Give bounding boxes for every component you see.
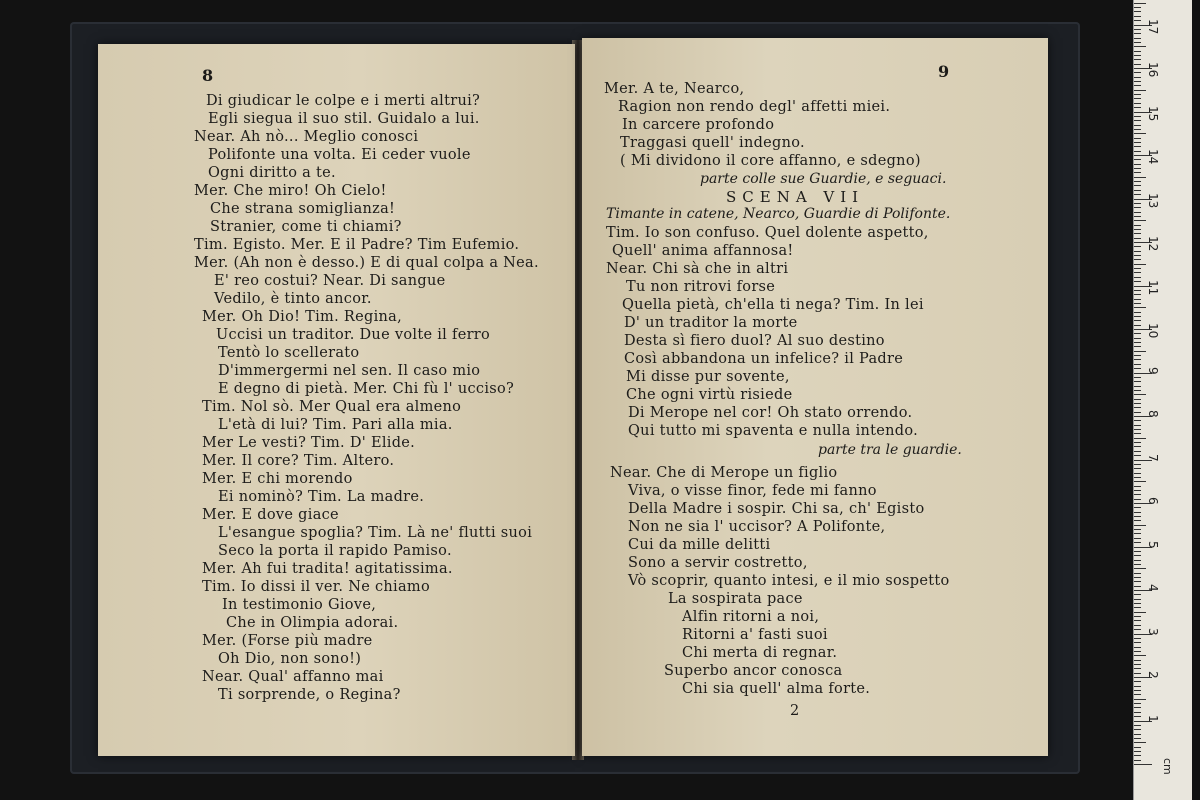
ruler-tick <box>1134 699 1146 700</box>
ruler-unit: cm <box>1161 758 1174 775</box>
ruler-tick <box>1134 738 1141 739</box>
ruler-tick <box>1134 573 1141 574</box>
ruler-tick <box>1134 251 1141 252</box>
text-line: Traggasi quell' indegno. <box>620 135 805 151</box>
text-line: Che in Olimpia adorai. <box>226 615 399 631</box>
ruler-tick <box>1134 516 1141 517</box>
ruler-tick <box>1134 533 1141 534</box>
ruler-tick <box>1134 355 1141 356</box>
ruler-tick <box>1134 277 1141 278</box>
ruler-tick <box>1134 107 1141 108</box>
text-line: In testimonio Giove, <box>222 597 377 613</box>
text-line: Mer Le vesti? Tim. D' Elide. <box>202 435 416 451</box>
ruler-tick <box>1134 760 1141 761</box>
ruler-tick <box>1134 164 1141 165</box>
page-number: 9 <box>938 62 950 81</box>
ruler-tick <box>1134 394 1146 395</box>
text-line: Di giudicar le colpe e i merti altrui? <box>206 93 481 109</box>
text-line: Stranier, come ti chiami? <box>210 219 402 235</box>
ruler-number: 2 <box>1146 671 1160 679</box>
text-line: Ogni diritto a te. <box>208 165 336 181</box>
text-line: Ti sorprende, o Regina? <box>218 687 401 703</box>
text-line: Chi sia quell' alma forte. <box>682 681 871 697</box>
ruler-number: 11 <box>1146 279 1160 295</box>
text-line: Polifonte una volta. Ei ceder vuole <box>208 147 471 163</box>
ruler-tick <box>1134 612 1146 613</box>
ruler-tick <box>1134 542 1141 543</box>
ruler-tick <box>1134 255 1141 256</box>
ruler-tick <box>1134 3 1146 4</box>
ruler-tick <box>1134 694 1141 695</box>
ruler-tick <box>1134 433 1141 434</box>
ruler-tick <box>1134 16 1141 17</box>
ruler-tick <box>1134 425 1141 426</box>
text-line: Di Merope nel cor! Oh stato orrendo. <box>628 405 913 421</box>
ruler-tick <box>1134 712 1141 713</box>
text-line: Near. Qual' affanno mai <box>202 669 384 685</box>
text-line: L'età di lui? Tim. Pari alla mia. <box>218 417 453 433</box>
text-line: Quell' anima affannosa! <box>612 243 794 259</box>
ruler-tick <box>1134 77 1141 78</box>
ruler-tick <box>1134 59 1141 60</box>
ruler-number: 7 <box>1146 453 1160 462</box>
ruler-tick <box>1134 281 1141 282</box>
ruler-tick <box>1134 51 1141 52</box>
text-line: Tim. Egisto. Mer. E il Padre? Tim Eufemio. <box>194 237 520 253</box>
ruler-tick <box>1134 629 1141 630</box>
text-line: Qui tutto mi spaventa e nulla intendo. <box>628 423 919 439</box>
text-line: In carcere profondo <box>622 117 775 133</box>
ruler-tick <box>1134 586 1141 587</box>
ruler-tick <box>1134 442 1141 443</box>
ruler-tick <box>1134 494 1141 495</box>
text-line: L'esangue spoglia? Tim. Là ne' flutti suoi <box>218 525 533 541</box>
right-page <box>582 38 1048 756</box>
text-line: Tentò lo scellerato <box>218 345 360 361</box>
ruler-tick <box>1134 686 1141 687</box>
ruler-tick <box>1134 655 1146 656</box>
ruler-tick <box>1134 225 1141 226</box>
text-line: Mer. A te, Nearco, <box>604 81 745 97</box>
ruler-tick <box>1134 581 1141 582</box>
page-number: 8 <box>202 66 214 85</box>
ruler-tick <box>1134 103 1141 104</box>
text-line: Chi merta di regnar. <box>682 645 838 661</box>
ruler-number: 14 <box>1146 149 1160 165</box>
ruler-tick <box>1134 142 1141 143</box>
text-line: Vedilo, è tinto ancor. <box>214 291 372 307</box>
text-line: Mer. E chi morendo <box>202 471 353 487</box>
ruler-tick <box>1134 320 1141 321</box>
ruler-tick <box>1134 429 1141 430</box>
ruler-tick <box>1134 216 1141 217</box>
ruler-tick <box>1134 742 1146 743</box>
ruler-tick <box>1134 734 1141 735</box>
ruler-tick <box>1134 551 1141 552</box>
ruler-tick <box>1134 129 1141 130</box>
ruler-tick <box>1134 98 1141 99</box>
ruler-tick <box>1134 486 1141 487</box>
ruler-tick <box>1134 499 1141 500</box>
ruler-tick <box>1134 177 1146 178</box>
ruler-tick <box>1134 11 1141 12</box>
ruler-tick <box>1134 125 1141 126</box>
ruler-tick <box>1134 333 1141 334</box>
ruler-tick <box>1134 455 1141 456</box>
ruler-tick <box>1134 412 1141 413</box>
stage-direction: parte colle sue Guardie, e seguaci. <box>700 171 947 187</box>
ruler-tick <box>1134 168 1141 169</box>
ruler-tick <box>1134 146 1141 147</box>
ruler-tick <box>1134 229 1141 230</box>
ruler-tick <box>1134 403 1141 404</box>
text-line: Near. Ah nò... Meglio conosci <box>194 129 419 145</box>
ruler-tick <box>1134 259 1141 260</box>
text-line: Ragion non rendo degl' affetti miei. <box>618 99 891 115</box>
ruler-tick <box>1134 312 1141 313</box>
ruler-number: 3 <box>1146 627 1160 636</box>
text-line: Così abbandona un infelice? il Padre <box>624 351 904 367</box>
ruler-tick <box>1134 664 1141 665</box>
ruler-tick <box>1134 381 1141 382</box>
ruler-tick <box>1134 729 1141 730</box>
stage-direction: parte tra le guardie. <box>818 442 962 458</box>
ruler-tick <box>1134 464 1141 465</box>
text-line: Che ogni virtù risiede <box>626 387 793 403</box>
text-line: Quella pietà, ch'ella ti nega? Tim. In lei <box>622 297 924 313</box>
ruler-tick <box>1134 560 1141 561</box>
ruler-number: 1 <box>1146 714 1160 723</box>
text-line: D'immergermi nel sen. Il caso mio <box>218 363 481 379</box>
ruler-tick <box>1134 660 1141 661</box>
text-line: Ritorni a' fasti suoi <box>682 627 828 643</box>
ruler-tick <box>1134 451 1141 452</box>
text-line: ( Mi dividono il core affanno, e sdegno) <box>620 153 921 169</box>
ruler-tick <box>1134 151 1141 152</box>
ruler-tick <box>1134 420 1141 421</box>
ruler-tick <box>1134 507 1141 508</box>
scene-heading: SCENA VII <box>726 188 865 206</box>
ruler-tick <box>1134 625 1141 626</box>
ruler-tick <box>1134 138 1141 139</box>
ruler-tick <box>1134 133 1146 134</box>
ruler-tick <box>1134 468 1141 469</box>
ruler-tick <box>1134 647 1141 648</box>
ruler-tick <box>1134 299 1141 300</box>
ruler-tick <box>1134 29 1141 30</box>
ruler-tick <box>1134 520 1141 521</box>
ruler-tick <box>1134 368 1141 369</box>
ruler-tick <box>1134 338 1141 339</box>
text-line: Tim. Io son confuso. Quel dolente aspetto, <box>606 225 929 241</box>
text-line: E' reo costui? Near. Di sangue <box>214 273 446 289</box>
text-line: Non ne sia l' uccisor? A Polifonte, <box>628 519 886 535</box>
ruler-tick <box>1134 20 1141 21</box>
text-line: Che strana somiglianza! <box>210 201 396 217</box>
ruler-tick <box>1134 438 1146 439</box>
ruler-tick <box>1134 673 1141 674</box>
ruler-tick <box>1134 159 1141 160</box>
ruler-tick <box>1134 577 1141 578</box>
text-line: Tim. Io dissi il ver. Ne chiamo <box>202 579 431 595</box>
ruler-tick <box>1134 594 1141 595</box>
ruler-number: 15 <box>1146 105 1160 121</box>
ruler-tick <box>1134 55 1141 56</box>
text-line: Sono a servir costretto, <box>628 555 808 571</box>
ruler-tick <box>1134 703 1141 704</box>
left-page <box>98 44 575 756</box>
ruler-tick <box>1134 42 1141 43</box>
ruler-number: 5 <box>1146 540 1160 549</box>
ruler-tick <box>1134 94 1141 95</box>
ruler-tick <box>1134 568 1146 569</box>
ruler-tick <box>1134 725 1141 726</box>
ruler-tick <box>1134 651 1141 652</box>
ruler-tick <box>1134 707 1141 708</box>
ruler-tick <box>1134 185 1141 186</box>
ruler-tick <box>1134 377 1141 378</box>
ruler-tick <box>1134 203 1141 204</box>
text-line: Superbo ancor conosca <box>664 663 843 679</box>
ruler-tick <box>1134 512 1141 513</box>
ruler-tick <box>1134 668 1141 669</box>
ruler-tick <box>1134 64 1141 65</box>
ruler-number: 16 <box>1146 62 1160 78</box>
text-line: Oh Dio, non sono!) <box>218 651 362 667</box>
text-line: D' un traditor la morte <box>624 315 798 331</box>
ruler-tick <box>1134 212 1141 213</box>
ruler-tick <box>1134 264 1146 265</box>
ruler-tick <box>1134 538 1141 539</box>
ruler-tick <box>1134 490 1141 491</box>
ruler-tick <box>1134 351 1146 352</box>
ruler-tick <box>1134 307 1146 308</box>
ruler-tick <box>1134 172 1141 173</box>
ruler-tick <box>1134 364 1141 365</box>
ruler-tick <box>1134 477 1141 478</box>
text-line: Mer. Il core? Tim. Altero. <box>202 453 395 469</box>
ruler-tick <box>1134 290 1141 291</box>
text-line: Mer. (Ah non è desso.) E di qual colpa a Nea. <box>194 255 539 271</box>
text-line: Della Madre i sospir. Chi sa, ch' Egisto <box>628 501 925 517</box>
ruler-tick <box>1134 473 1141 474</box>
ruler-number: 6 <box>1146 497 1160 505</box>
ruler-tick <box>1134 764 1152 765</box>
ruler-number: 8 <box>1146 410 1160 418</box>
text-line: Egli siegua il suo stil. Guidalo a lui. <box>208 111 480 127</box>
text-line: Mer. E dove giace <box>202 507 339 523</box>
ruler-number: 13 <box>1146 192 1160 208</box>
ruler-tick <box>1134 342 1141 343</box>
text-line: Mi disse pur sovente, <box>626 369 790 385</box>
ruler-tick <box>1134 325 1141 326</box>
ruler-tick <box>1134 716 1141 717</box>
text-line: Seco la porta il rapido Pamiso. <box>218 543 452 559</box>
ruler-tick <box>1134 620 1141 621</box>
text-line: Cui da mille delitti <box>628 537 771 553</box>
ruler-tick <box>1134 85 1141 86</box>
ruler-tick <box>1134 346 1141 347</box>
ruler-number: 9 <box>1146 366 1160 375</box>
ruler-tick <box>1134 564 1141 565</box>
ruler-tick <box>1134 607 1141 608</box>
text-line: Tu non ritrovi forse <box>626 279 776 295</box>
ruler-tick <box>1134 599 1141 600</box>
text-line: Mer. Che miro! Oh Cielo! <box>194 183 387 199</box>
measuring-ruler <box>1133 0 1192 800</box>
ruler-tick <box>1134 616 1141 617</box>
ruler-tick <box>1134 33 1141 34</box>
text-line: Tim. Nol sò. Mer Qual era almeno <box>202 399 462 415</box>
ruler-tick <box>1134 390 1141 391</box>
text-line: Uccisi un traditor. Due volte il ferro <box>216 327 491 343</box>
text-line: Alfin ritorni a noi, <box>682 609 820 625</box>
text-line: Near. Chi sà che in altri <box>606 261 789 277</box>
ruler-tick <box>1134 120 1141 121</box>
ruler-tick <box>1134 181 1141 182</box>
text-line: La sospirata pace <box>668 591 803 607</box>
ruler-number: 10 <box>1146 323 1160 339</box>
text-line: Mer. Ah fui tradita! agitatissima. <box>202 561 453 577</box>
text-line: Viva, o visse finor, fede mi fanno <box>628 483 877 499</box>
ruler-tick <box>1134 751 1141 752</box>
ruler-tick <box>1134 525 1146 526</box>
ruler-tick <box>1134 747 1141 748</box>
ruler-tick <box>1134 116 1141 117</box>
ruler-tick <box>1134 194 1141 195</box>
ruler-tick <box>1134 303 1141 304</box>
text-line: E degno di pietà. Mer. Chi fù l' ucciso? <box>218 381 515 397</box>
ruler-number: 4 <box>1146 584 1160 592</box>
ruler-tick <box>1134 90 1146 91</box>
ruler-tick <box>1134 233 1141 234</box>
ruler-tick <box>1134 190 1141 191</box>
ruler-tick <box>1134 46 1146 47</box>
ruler-tick <box>1134 755 1141 756</box>
ruler-tick <box>1134 690 1141 691</box>
ruler-tick <box>1134 316 1141 317</box>
ruler-tick <box>1134 7 1141 8</box>
ruler-tick <box>1134 446 1141 447</box>
ruler-tick <box>1134 681 1141 682</box>
text-line: Mer. Oh Dio! Tim. Regina, <box>202 309 403 325</box>
text-line: Ei nominò? Tim. La madre. <box>218 489 425 505</box>
ruler-tick <box>1134 642 1141 643</box>
ruler-tick <box>1134 359 1141 360</box>
stage-direction: Timante in catene, Nearco, Guardie di Polifonte. <box>606 206 951 222</box>
ruler-tick <box>1134 268 1141 269</box>
ruler-tick <box>1134 246 1141 247</box>
ruler-tick <box>1134 481 1146 482</box>
text-line: Mer. (Forse più madre <box>202 633 373 649</box>
text-line: Vò scoprir, quanto intesi, e il mio sospetto <box>628 573 950 589</box>
ruler-tick <box>1134 272 1141 273</box>
ruler-tick <box>1134 529 1141 530</box>
ruler-tick <box>1134 555 1141 556</box>
ruler-tick <box>1134 81 1141 82</box>
ruler-tick <box>1134 603 1141 604</box>
ruler-tick <box>1134 38 1141 39</box>
ruler-tick <box>1134 407 1141 408</box>
text-line: Desta sì fiero duol? Al suo destino <box>624 333 885 349</box>
ruler-number: 12 <box>1146 236 1160 252</box>
ruler-tick <box>1134 220 1146 221</box>
text-line: 2 <box>790 703 800 719</box>
ruler-tick <box>1134 638 1141 639</box>
text-line: Near. Che di Merope un figlio <box>610 465 838 481</box>
ruler-tick <box>1134 238 1141 239</box>
ruler-number: 17 <box>1146 18 1160 34</box>
ruler-tick <box>1134 72 1141 73</box>
ruler-tick <box>1134 207 1141 208</box>
ruler-tick <box>1134 386 1141 387</box>
ruler-tick <box>1134 294 1141 295</box>
ruler-tick <box>1134 399 1141 400</box>
